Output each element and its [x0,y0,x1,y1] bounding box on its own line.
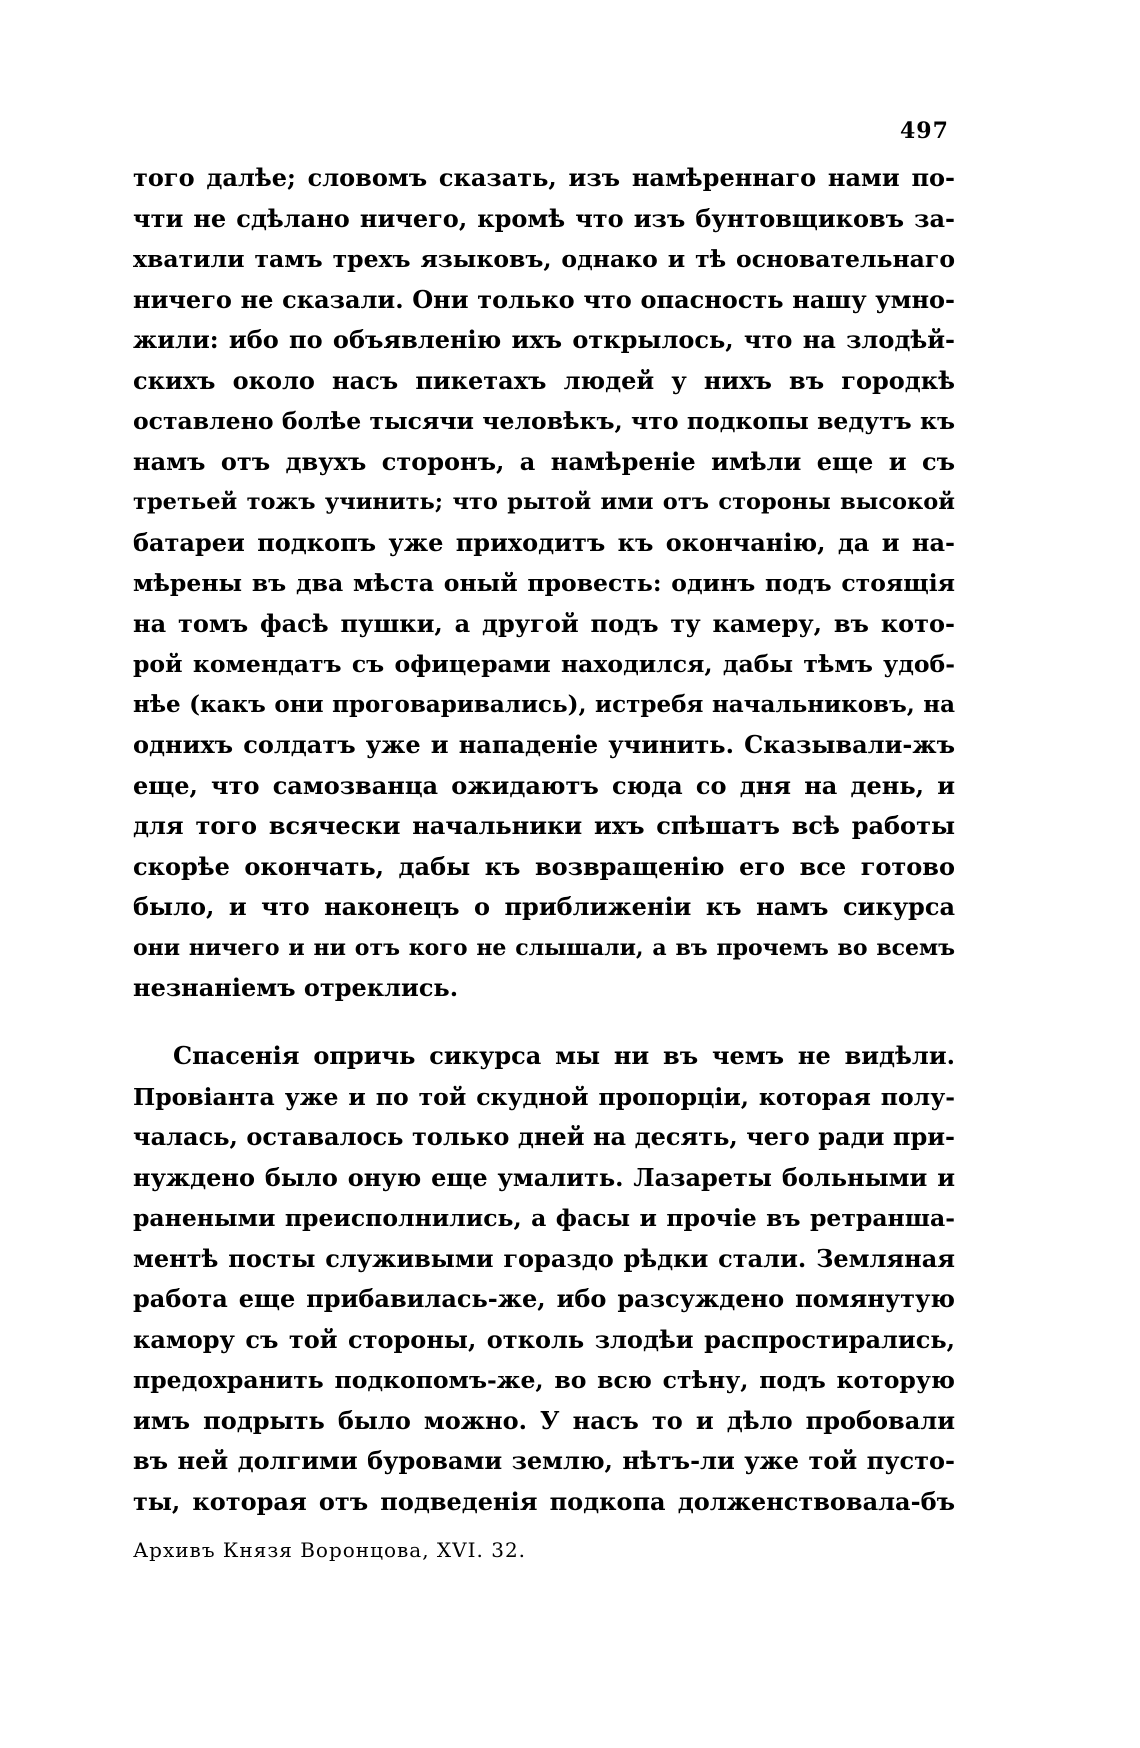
text-line: ментѣ посты служивыми гораздо рѣдки стали. Земляная [133,1243,955,1273]
page-number: 497 [900,118,949,144]
text-line: хватили тамъ трехъ языковъ, однако и тѣ основательнаго [133,245,955,273]
text-line: для того всячески начальники ихъ спѣшатъ всѣ работы [133,811,955,840]
text-line: работа еще прибавилась-же, ибо разсуждено помянутую [133,1284,955,1313]
text-line: мѣрены въ два мѣста оный провесть: одинъ подъ стоящія [133,569,955,597]
text-line: Спасенія опричь сикурса мы ни въ чемъ не видѣли. [173,1041,955,1070]
text-line: скихъ около насъ пикетахъ людей у нихъ въ городкѣ [133,365,955,395]
text-line: Провіанта уже и по той скудной пропорціи, которая полу- [133,1082,955,1111]
text-line: однихъ солдатъ уже и нападеніе учинить. Сказывали-жъ [133,730,955,759]
text-line: ранеными преисполнились, а фасы и прочіе въ ретранша- [133,1204,955,1232]
paragraph-2 [133,1036,955,1522]
text-line: батареи подкопъ уже приходитъ къ окончанію, да и на- [133,527,955,557]
text-line: чти не сдѣлано ничего, кромѣ что изъ бунтовщиковъ за- [133,203,955,233]
text-line: имъ подрыть было можно. У насъ то и дѣло пробовали [133,1405,955,1435]
text-line: на томъ фасѣ пушки, а другой подъ ту камеру, въ кото- [133,608,955,638]
text-line: чалась, оставалось только дней на десять, чего ради при- [133,1122,955,1151]
text-line: еще, что самозванца ожидаютъ сюда со дня на день, и [133,770,955,800]
text-line: намъ отъ двухъ сторонъ, а намѣреніе имѣли еще и съ [133,446,955,476]
text-line: нуждено было оную еще умалить. Лазареты больными и [133,1162,955,1192]
text-line: скорѣе окончать, дабы къ возвращенію его все готово [133,851,955,881]
text-line: незнаніемъ отреклись. [133,973,459,1002]
text-line: было, и что наконецъ о приближеніи къ намъ сикурса [133,892,955,921]
text-line: камору съ той стороны, отколь злодѣи распростирались, [133,1324,955,1354]
text-line: рой комендатъ съ офицерами находился, дабы тѣмъ удоб- [133,650,955,678]
text-line: они ничего и ни отъ кого не слышали, а въ прочемъ во всемъ [133,934,955,961]
text-line: предохранить подкопомъ-же, во всю стѣну, подъ которую [133,1366,955,1394]
footer-citation: Архивъ Князя Воронцова, XVI. 32. [133,1538,527,1562]
paragraph-1 [133,158,955,1009]
text-line: того далѣе; словомъ сказать, изъ намѣреннаго нами по- [133,163,955,192]
text-line: третьей тожъ учинить; что рытой ими отъ стороны высокой [133,489,955,515]
text-line: жили: ибо по объявленію ихъ открылось, что на злодѣй- [133,325,955,354]
text-line: оставлено болѣе тысячи человѣкъ, что подкопы ведутъ къ [133,407,955,435]
text-line: ничего не сказали. Они только что опасность нашу умно- [133,284,955,314]
text-line: ты, которая отъ подведенія подкопа долженствовала-бъ [133,1486,955,1516]
text-line: въ ней долгими буровами землю, нѣтъ-ли уже той пусто- [133,1446,955,1475]
text-line: нѣе (какъ они проговаривались), истребя начальниковъ, на [133,690,955,718]
